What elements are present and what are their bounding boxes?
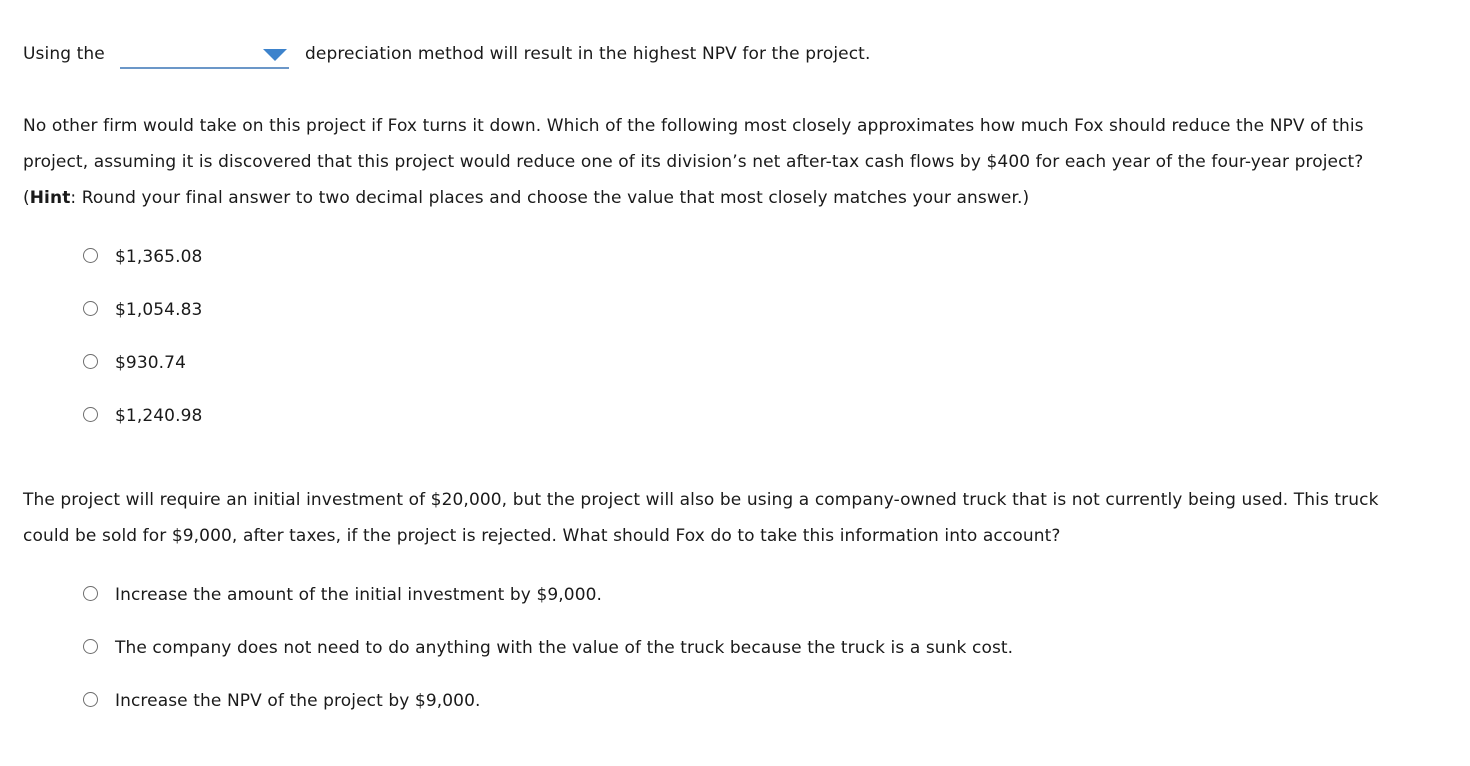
radio-button[interactable]	[83, 639, 98, 654]
hint-label: Hint	[29, 188, 71, 208]
radio-button[interactable]	[83, 301, 98, 316]
chevron-down-icon	[263, 49, 287, 61]
question1-prefix-text: Using the	[23, 44, 105, 64]
option-label: $1,365.08	[115, 247, 203, 267]
truck-opportunity-cost-question	[23, 482, 1393, 554]
npv-reduction-question	[23, 108, 1393, 216]
radio-button[interactable]	[83, 692, 98, 707]
radio-button[interactable]	[83, 586, 98, 601]
question2-text-part2: : Round your final answer to two decimal places and choose the value that most closely matches your answer.)	[70, 188, 1030, 208]
question2-text	[23, 108, 1393, 216]
radio-button[interactable]	[83, 407, 98, 422]
question1-suffix-text: depreciation method will result in the highest NPV for the project.	[305, 44, 871, 64]
radio-button[interactable]	[83, 354, 98, 369]
option-label: $1,054.83	[115, 300, 203, 320]
depreciation-method-dropdown[interactable]	[120, 40, 289, 69]
option-label: The company does not need to do anything with the value of the truck because the truck is a sunk cost.	[115, 638, 1014, 658]
question2-text-part1: No other firm would take on this project if Fox turns it down. Which of the following most closely approximates how much Fox should reduce the NPV of this project, assuming it is discovered that this project would reduce one of its division’s net after-tax cash flows by $400 for each year of the four-year project? (	[23, 116, 1364, 208]
question3-text: The project will require an initial investment of $20,000, but the project will also be using a company-owned truck that is not currently being used. This truck could be sold for $9,000, after taxes, if the project is rejected. What should Fox do to take this information into account?	[23, 490, 1379, 546]
option-label: $1,240.98	[115, 406, 203, 426]
option-label: Increase the amount of the initial investment by $9,000.	[115, 585, 603, 605]
option-label: $930.74	[115, 353, 186, 373]
radio-button[interactable]	[83, 248, 98, 263]
option-label: Increase the NPV of the project by $9,000.	[115, 691, 481, 711]
